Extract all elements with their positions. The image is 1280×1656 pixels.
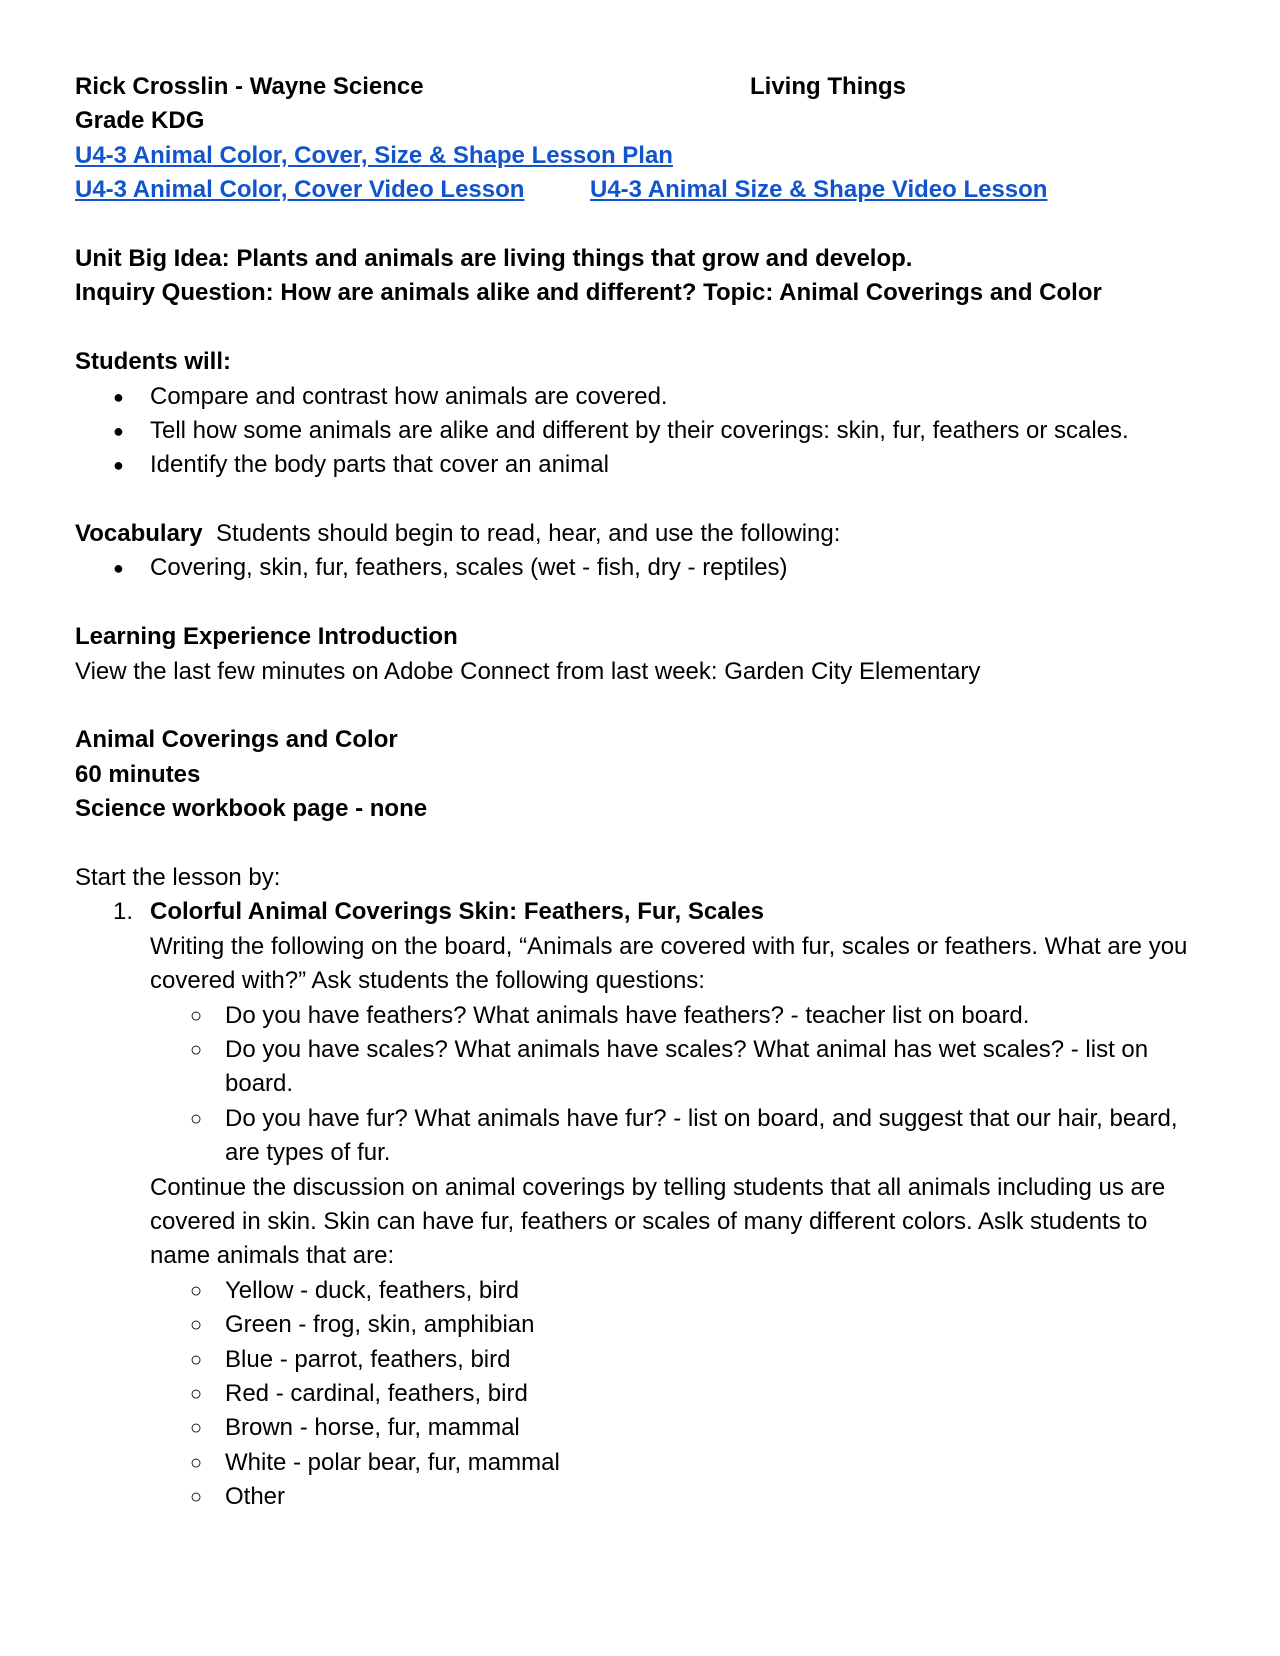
colors-list (150, 1274, 1205, 1515)
step-intro: Writing the following on the board, “Animals are covered with fur, scales or feathers. What are you covered with?” Ask students the following questions: (150, 932, 1188, 995)
lesson-workbook: Science workbook page - none (75, 795, 428, 823)
size-shape-video-link[interactable]: U4-3 Animal Size & Shape Video Lesson (590, 176, 1048, 204)
list-item: ○ Yellow - duck, feathers, bird (150, 1274, 1205, 1308)
vocabulary-line (75, 517, 1205, 551)
subject-title: Living Things (750, 73, 906, 100)
list-item: ○ Red - cardinal, feathers, bird (150, 1377, 1205, 1411)
vocabulary-text: Students should begin to read, hear, and use the following: (215, 520, 841, 548)
list-item: ○ Other (150, 1480, 1205, 1514)
color-cover-video-link[interactable]: U4-3 Animal Color, Cover Video Lesson (75, 176, 525, 204)
author-line: Rick Crosslin - Wayne Science (75, 73, 424, 100)
lesson-plan-document (75, 70, 1205, 1515)
circle-bullet-icon: ○ (190, 1107, 203, 1130)
students-will-list (75, 380, 1205, 483)
circle-bullet-icon: ○ (190, 1417, 203, 1440)
list-item: ○ Brown - horse, fur, mammal (150, 1411, 1205, 1445)
list-item: ● Compare and contrast how animals are covered. (75, 380, 1205, 414)
students-will-heading: Students will: (75, 348, 231, 376)
bullet-icon: ● (113, 420, 124, 441)
step-number: 1. (113, 898, 134, 926)
questions-list (150, 999, 1205, 1171)
circle-bullet-icon: ○ (190, 1314, 203, 1337)
header-row (75, 70, 1205, 104)
circle-bullet-icon: ○ (190, 1348, 203, 1371)
bullet-icon: ● (113, 558, 124, 579)
circle-bullet-icon: ○ (190, 1004, 203, 1027)
step-title: Colorful Animal Coverings Skin: Feathers, Fur, Scales (150, 898, 764, 926)
bullet-icon: ● (113, 386, 124, 407)
circle-bullet-icon: ○ (190, 1383, 203, 1406)
introduction-heading: Learning Experience Introduction (75, 623, 458, 651)
list-item: ○ Blue - parrot, feathers, bird (150, 1343, 1205, 1377)
circle-bullet-icon: ○ (190, 1486, 203, 1509)
lesson-start: Start the lesson by: (75, 863, 281, 891)
list-item: ○ White - polar bear, fur, mammal (150, 1446, 1205, 1480)
list-item: ● Tell how some animals are alike and different by their coverings: skin, fur, feathers or scales. (75, 414, 1205, 448)
circle-bullet-icon: ○ (190, 1451, 203, 1474)
list-item: ● Identify the body parts that cover an animal (75, 448, 1205, 482)
inquiry-question: Inquiry Question: How are animals alike and different? Topic: Animal Coverings and Color (75, 279, 1102, 307)
vocabulary-heading: Vocabulary (75, 520, 203, 548)
list-item: ○ Do you have feathers? What animals have feathers? - teacher list on board. (150, 999, 1205, 1033)
list-item: ○ Do you have fur? What animals have fur? - list on board, and suggest that our hair, beard, are types of fur. (150, 1102, 1205, 1171)
steps-list (75, 895, 1205, 1514)
step-continue: Continue the discussion on animal coverings by telling students that all animals including us are covered in skin. Skin can have fur, feathers or scales of many different colors. Aslk students to name animals that are: (150, 1173, 1166, 1270)
circle-bullet-icon: ○ (190, 1038, 203, 1061)
bullet-icon: ● (113, 455, 124, 476)
lesson-title: Animal Coverings and Color (75, 726, 398, 754)
grade-line: Grade KDG (75, 107, 205, 135)
introduction-text: View the last few minutes on Adobe Connect from last week: Garden City Elementary (75, 657, 981, 685)
lesson-plan-link[interactable]: U4-3 Animal Color, Cover, Size & Shape Lesson Plan (75, 141, 673, 169)
list-item: ○ Do you have scales? What animals have scales? What animal has wet scales? - list on board. (150, 1033, 1205, 1102)
lesson-duration: 60 minutes (75, 760, 201, 788)
list-item: ● Covering, skin, fur, feathers, scales (wet - fish, dry - reptiles) (75, 551, 1205, 585)
vocabulary-list (75, 551, 1205, 585)
list-item: ○ Green - frog, skin, amphibian (150, 1308, 1205, 1342)
step-item (75, 895, 1205, 1514)
big-idea: Unit Big Idea: Plants and animals are living things that grow and develop. (75, 244, 913, 272)
circle-bullet-icon: ○ (190, 1279, 203, 1302)
